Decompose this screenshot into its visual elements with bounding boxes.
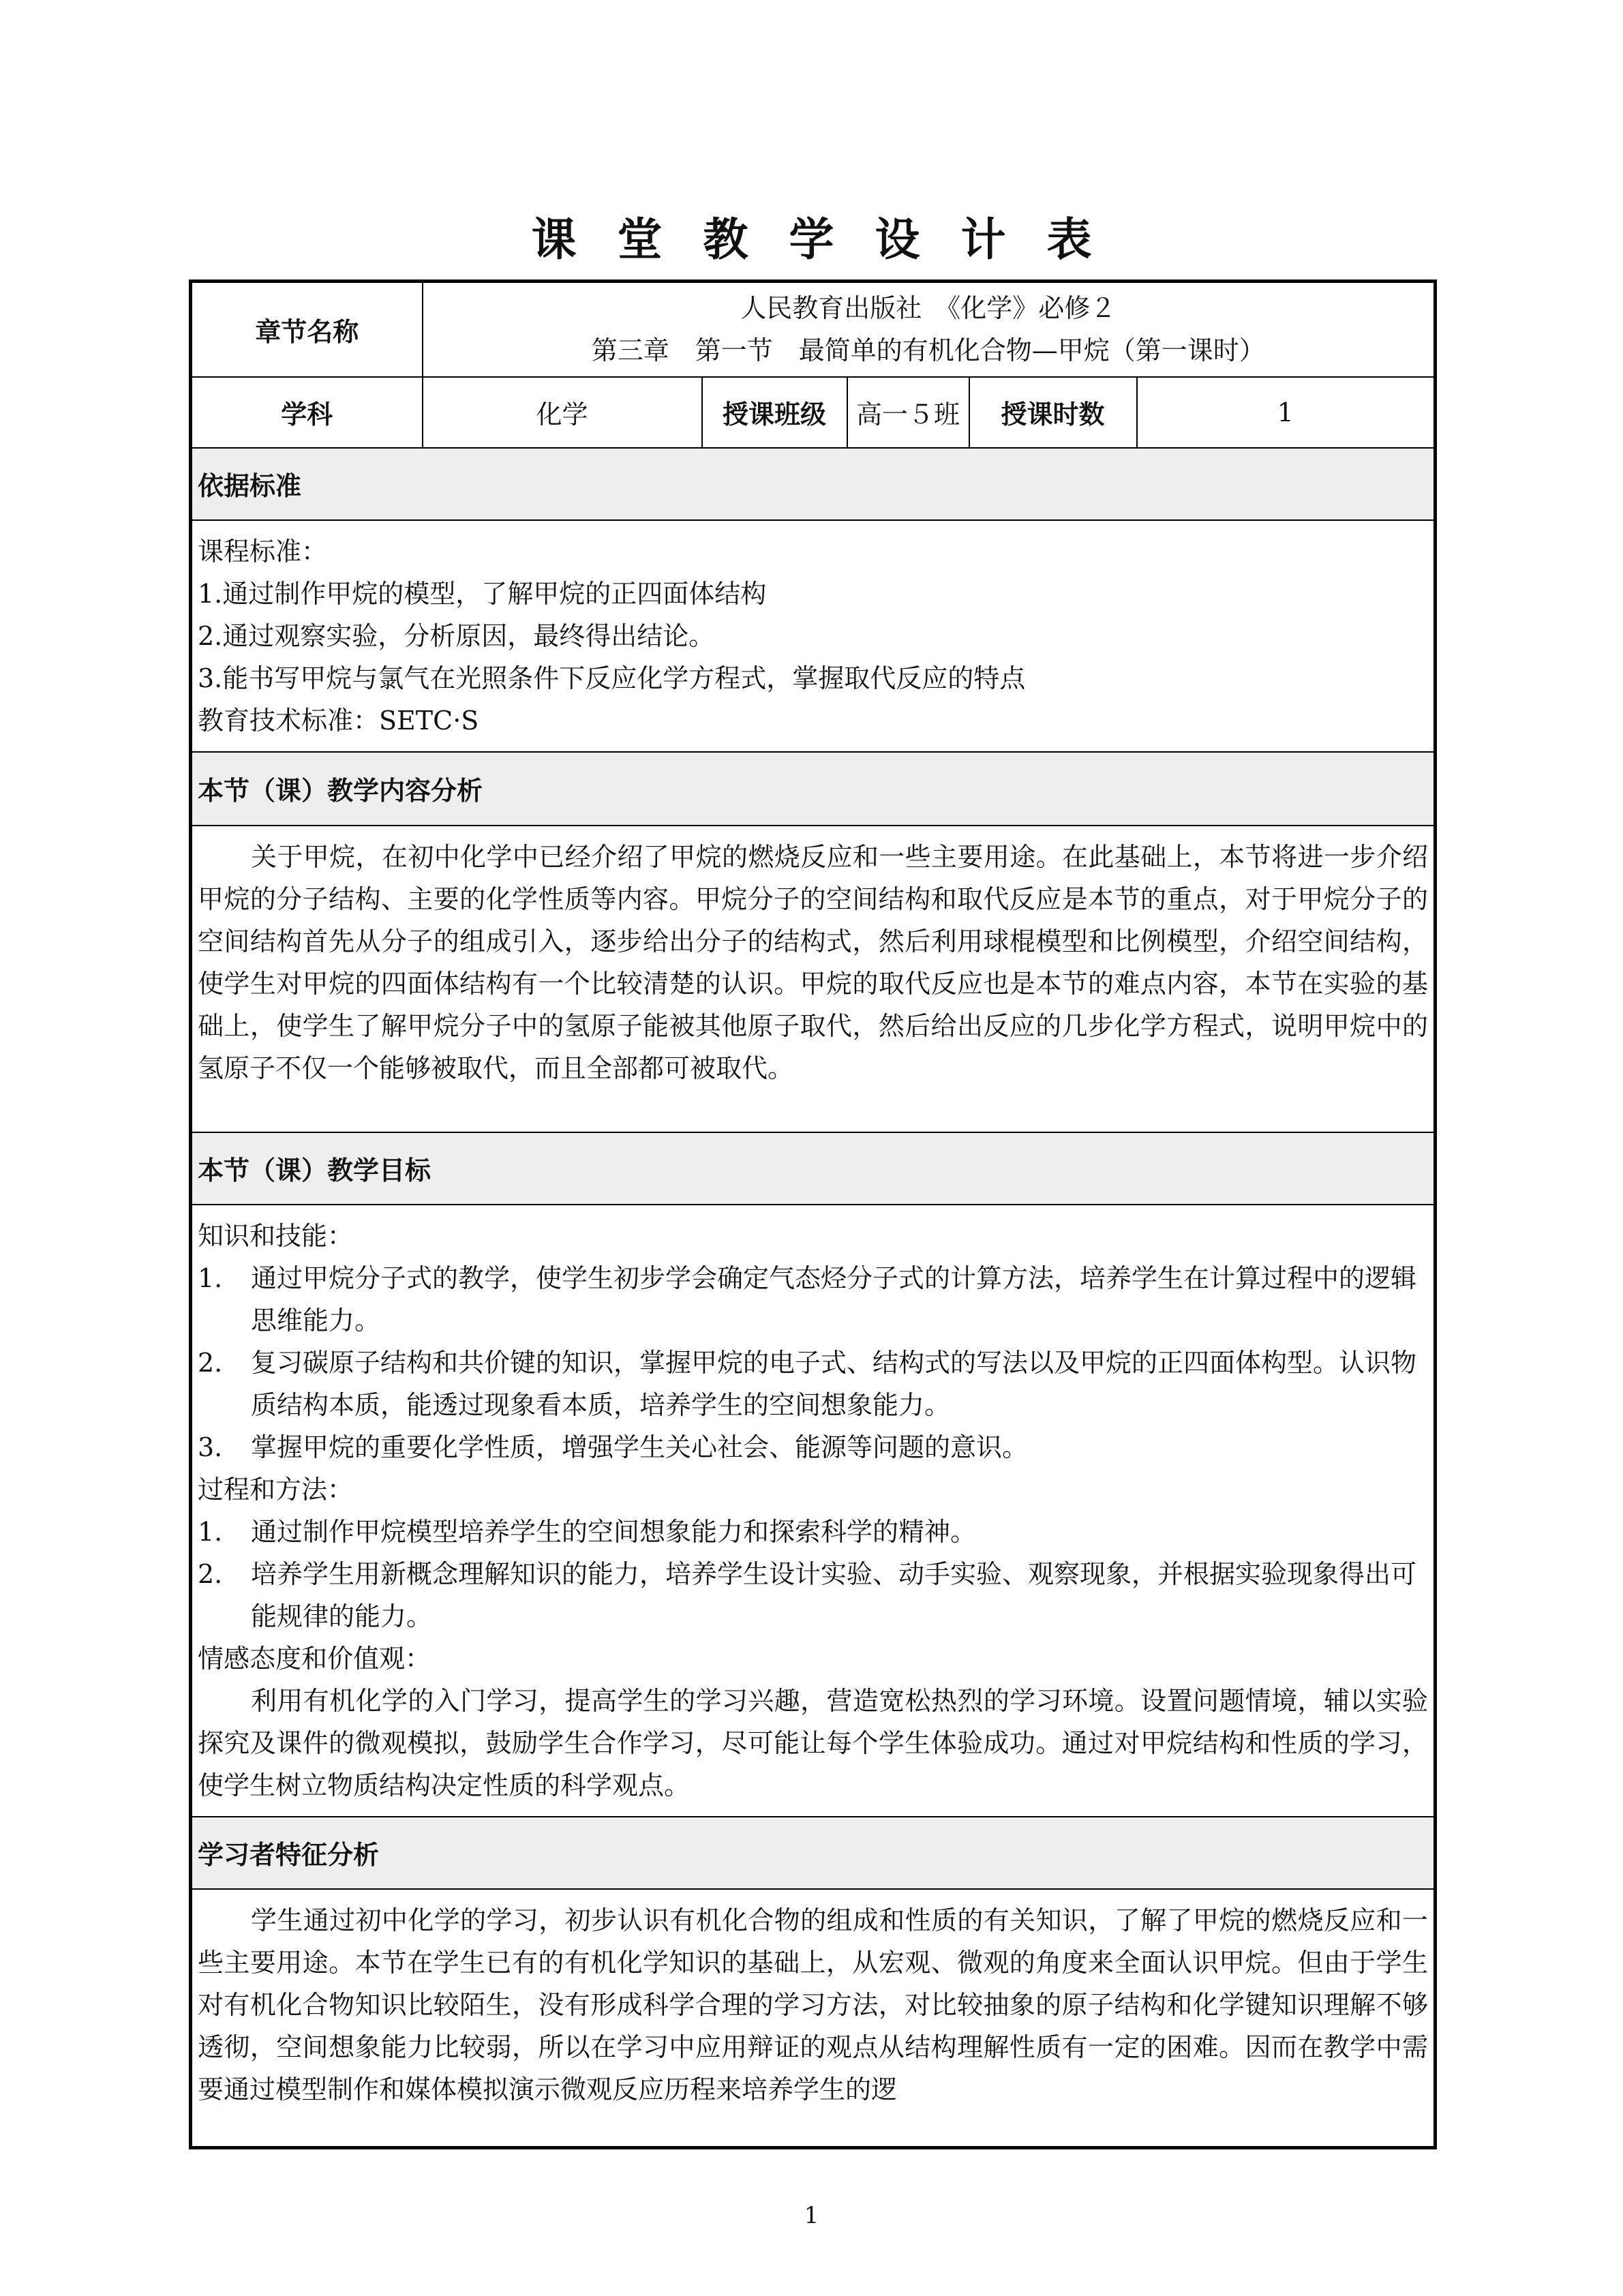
basis-line: 3.能书写甲烷与氯气在光照条件下反应化学方程式，掌握取代反应的特点	[198, 663, 1026, 693]
knowledge-item: 1. 通过甲烷分子式的教学，使学生初步学会确定气态烃分子式的计算方法，培养学生在计算过程中的逻辑思维能力。	[198, 1263, 1417, 1335]
chapter-line-1: 人民教育出版社 《化学》必修２	[740, 293, 1117, 324]
basis-line: 课程标准：	[198, 536, 328, 567]
lesson-design-table	[189, 280, 1437, 2149]
page-number: 1	[804, 2202, 819, 2229]
learner-heading: 学习者特征分析	[191, 1817, 1436, 1889]
content-body	[191, 826, 1436, 1132]
content-paragraph: 关于甲烷，在初中化学中已经介绍了甲烷的燃烧反应和一些主要用途。在此基础上，本节将进一步介绍甲烷的分子结构、主要的化学性质等内容。甲烷分子的空间结构和取代反应是本节的重点，对于甲烷分子的空间结构首先从分子的组成引入，逐步给出分子的结构式，然后利用球棍模型和比例模型，介绍空间结构，使学生对甲烷的四面体结构有一个比较清楚的认识。甲烷的取代反应也是本节的难点内容，本节在实验的基础上，使学生了解甲烷分子中的氢原子能被其他原子取代，然后给出反应的几步化学方程式，说明甲烷中的氢原子不仅一个能够被取代，而且全部都可被取代。	[198, 841, 1429, 1083]
process-item: 2. 培养学生用新概念理解知识的能力，培养学生设计实验、动手实验、观察现象，并根据实验现象得出可能规律的能力。	[198, 1558, 1417, 1631]
content-heading: 本节（课）教学内容分析	[191, 752, 1436, 826]
hours-label: 授课时数	[969, 377, 1137, 448]
emotion-paragraph: 利用有机化学的入门学习，提高学生的学习兴趣，营造宽松热烈的学习环境。设置问题情境，辅以实验探究及课件的微观模拟，鼓励学生合作学习，尽可能让每个学生体验成功。通过对甲烷结构和性质的学习，使学生树立物质结构决定性质的科学观点。	[198, 1685, 1429, 1800]
learner-body	[191, 1889, 1436, 2148]
basis-body	[191, 520, 1436, 752]
page-title: 课堂教学设计表	[531, 213, 1133, 266]
knowledge-label: 知识和技能：	[198, 1220, 354, 1251]
goals-heading: 本节（课）教学目标	[191, 1132, 1436, 1205]
basis-heading: 依据标准	[191, 448, 1436, 520]
process-item: 1. 通过制作甲烷模型培养学生的空间想象能力和探索科学的精神。	[198, 1516, 977, 1547]
chapter-line-2: 第三章 第一节 最简单的有机化合物—甲烷（第一课时）	[591, 335, 1265, 366]
process-label: 过程和方法：	[198, 1474, 354, 1505]
knowledge-item: 2. 复习碳原子结构和共价键的知识，掌握甲烷的电子式、结构式的写法以及甲烷的正四面体构型。认识物质结构本质，能透过现象看本质，培养学生的空间想象能力。	[198, 1347, 1417, 1420]
subject-label: 学科	[191, 377, 423, 448]
class-value: 高一５班	[847, 377, 969, 448]
goals-body	[191, 1205, 1436, 1817]
learner-paragraph: 学生通过初中化学的学习，初步认识有机化合物的组成和性质的有关知识，了解了甲烷的燃烧反应和一些主要用途。本节在学生已有的有机化学知识的基础上，从宏观、微观的角度来全面认识甲烷。但由于学生对有机化合物知识比较陌生，没有形成科学合理的学习方法，对比较抽象的原子结构和化学键知识理解不够透彻，空间想象能力比较弱，所以在学习中应用辩证的观点从结构理解性质有一定的困难。因而在教学中需要通过模型制作和媒体模拟演示微观反应历程来培养学生的逻	[198, 1905, 1429, 2104]
basis-line: 教育技术标准：SETC·S	[198, 705, 479, 736]
subject-value: 化学	[423, 377, 702, 448]
chapter-label: 章节名称	[191, 282, 423, 377]
knowledge-item: 3. 掌握甲烷的重要化学性质，增强学生关心社会、能源等问题的意识。	[198, 1432, 1029, 1462]
basis-line: 1.通过制作甲烷的模型，了解甲烷的正四面体结构	[198, 578, 767, 609]
hours-value: 1	[1137, 377, 1436, 448]
chapter-value	[423, 282, 1436, 377]
class-label: 授课班级	[702, 377, 847, 448]
emotion-label: 情感态度和价值观：	[198, 1643, 431, 1674]
basis-line: 2.通过观察实验，分析原因，最终得出结论。	[198, 620, 715, 651]
